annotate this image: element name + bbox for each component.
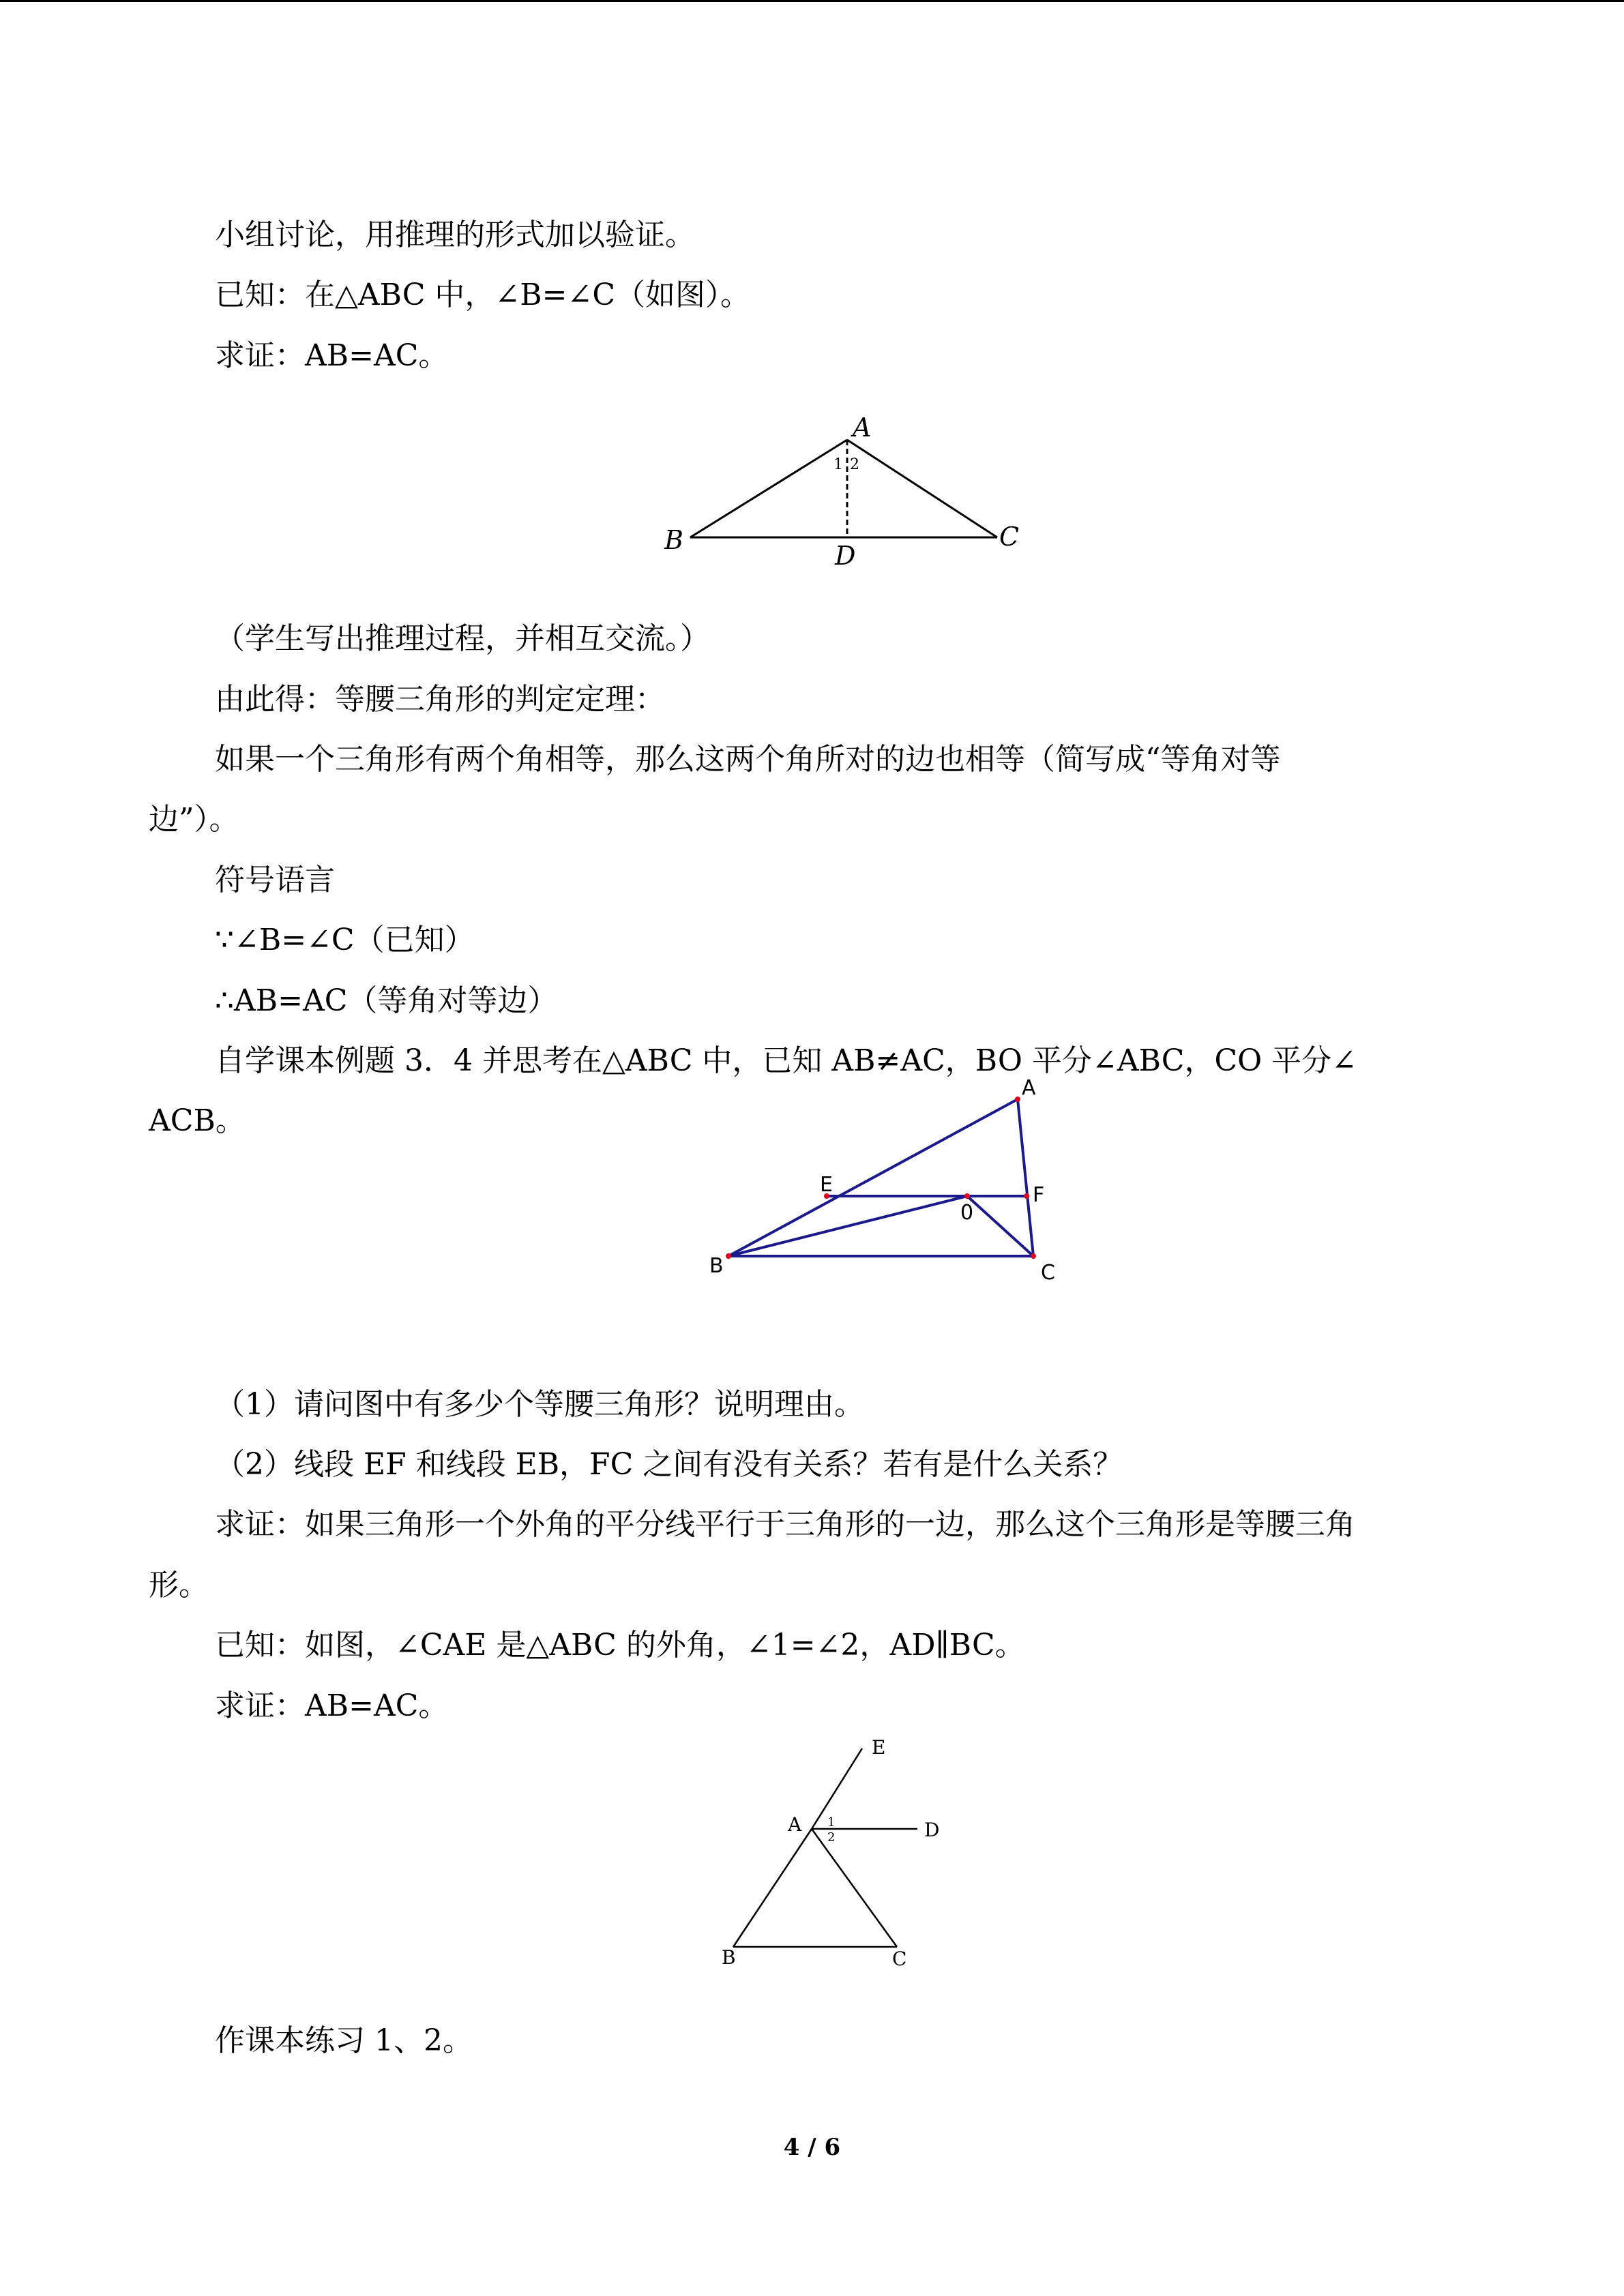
label-d: D [924, 1819, 940, 1841]
text-line: 如果一个三角形有两个角相等，那么这两个角所对的边也相等（简写成“等角对等 [215, 742, 1281, 777]
text-line: 求证：AB=AC。 [215, 338, 449, 373]
label-c: C [1041, 1261, 1055, 1285]
angle-label-2: 2 [827, 1830, 836, 1845]
point-o [964, 1193, 970, 1199]
label-a: A [1022, 1076, 1036, 1100]
point-a [1015, 1097, 1020, 1102]
text-line: 求证：如果三角形一个外角的平分线平行于三角形的一边，那么这个三角形是等腰三角 [215, 1507, 1355, 1542]
text-line: 边”）。 [149, 802, 239, 837]
text-line: 已知：在△ABC 中，∠B=∠C（如图）。 [215, 278, 751, 312]
text-line: 作课本练习 1、2。 [215, 2023, 473, 2058]
point-c [1031, 1253, 1036, 1259]
segment-ab [690, 440, 847, 537]
segment-ab [733, 1829, 812, 1947]
text-line: （学生写出推理过程，并相互交流。） [215, 621, 710, 656]
page-top-border [0, 0, 1624, 2]
segment-ba [728, 1099, 1018, 1256]
text-line: （1）请问图中有多少个等腰三角形？说明理由。 [215, 1387, 864, 1422]
text-line: ∴AB=AC（等角对等边） [215, 983, 558, 1018]
label-e: E [872, 1736, 886, 1759]
text-line: ∵∠B=∠C（已知） [215, 923, 475, 957]
label-d: D [835, 541, 856, 571]
angle-label-1: 1 [833, 456, 843, 473]
label-c: C [892, 1948, 907, 1970]
segment-ac [847, 440, 997, 537]
label-f: F [1033, 1183, 1045, 1207]
segment-bo [728, 1196, 967, 1256]
text-line: 小组讨论，用推理的形式加以验证。 [215, 218, 695, 252]
text-line: 求证：AB=AC。 [215, 1688, 449, 1723]
text-line: （2）线段 EF 和线段 EB，FC 之间有没有关系？若有是什么关系？ [215, 1447, 1123, 1482]
label-b: B [664, 525, 683, 555]
segment-ac [812, 1829, 897, 1947]
text-line: 已知：如图，∠CAE 是△ABC 的外角，∠1=∠2，AD∥BC。 [215, 1628, 1025, 1663]
point-f [1024, 1193, 1029, 1199]
label-c: C [999, 522, 1020, 552]
label-a: A [853, 413, 872, 443]
page-number: 4 / 6 [783, 2134, 841, 2161]
text-line: 形。 [149, 1568, 209, 1602]
label-b: B [722, 1946, 736, 1969]
label-o: 0 [960, 1201, 974, 1225]
angle-label-2: 2 [850, 456, 859, 473]
label-e: E [820, 1173, 833, 1197]
segment-oc [967, 1196, 1033, 1256]
segment-ae [812, 1748, 862, 1829]
label-b: B [709, 1254, 724, 1278]
text-line: 符号语言 [215, 863, 335, 897]
figure-triangle-bisectors [703, 1071, 1084, 1296]
text-line: ACB。 [149, 1103, 246, 1138]
text-line: 自学课本例题 3．4 并思考在△ABC 中，已知 AB≠AC，BO 平分∠ABC，CO 平分∠ [215, 1043, 1357, 1078]
text-line: 由此得：等腰三角形的判定定理： [215, 682, 665, 717]
point-b [726, 1253, 731, 1259]
segment-ac [1018, 1099, 1033, 1256]
figure-exterior-angle [703, 1732, 996, 1981]
angle-label-1: 1 [827, 1815, 836, 1830]
label-a: A [788, 1813, 802, 1836]
figure-triangle-abd [655, 409, 1037, 576]
